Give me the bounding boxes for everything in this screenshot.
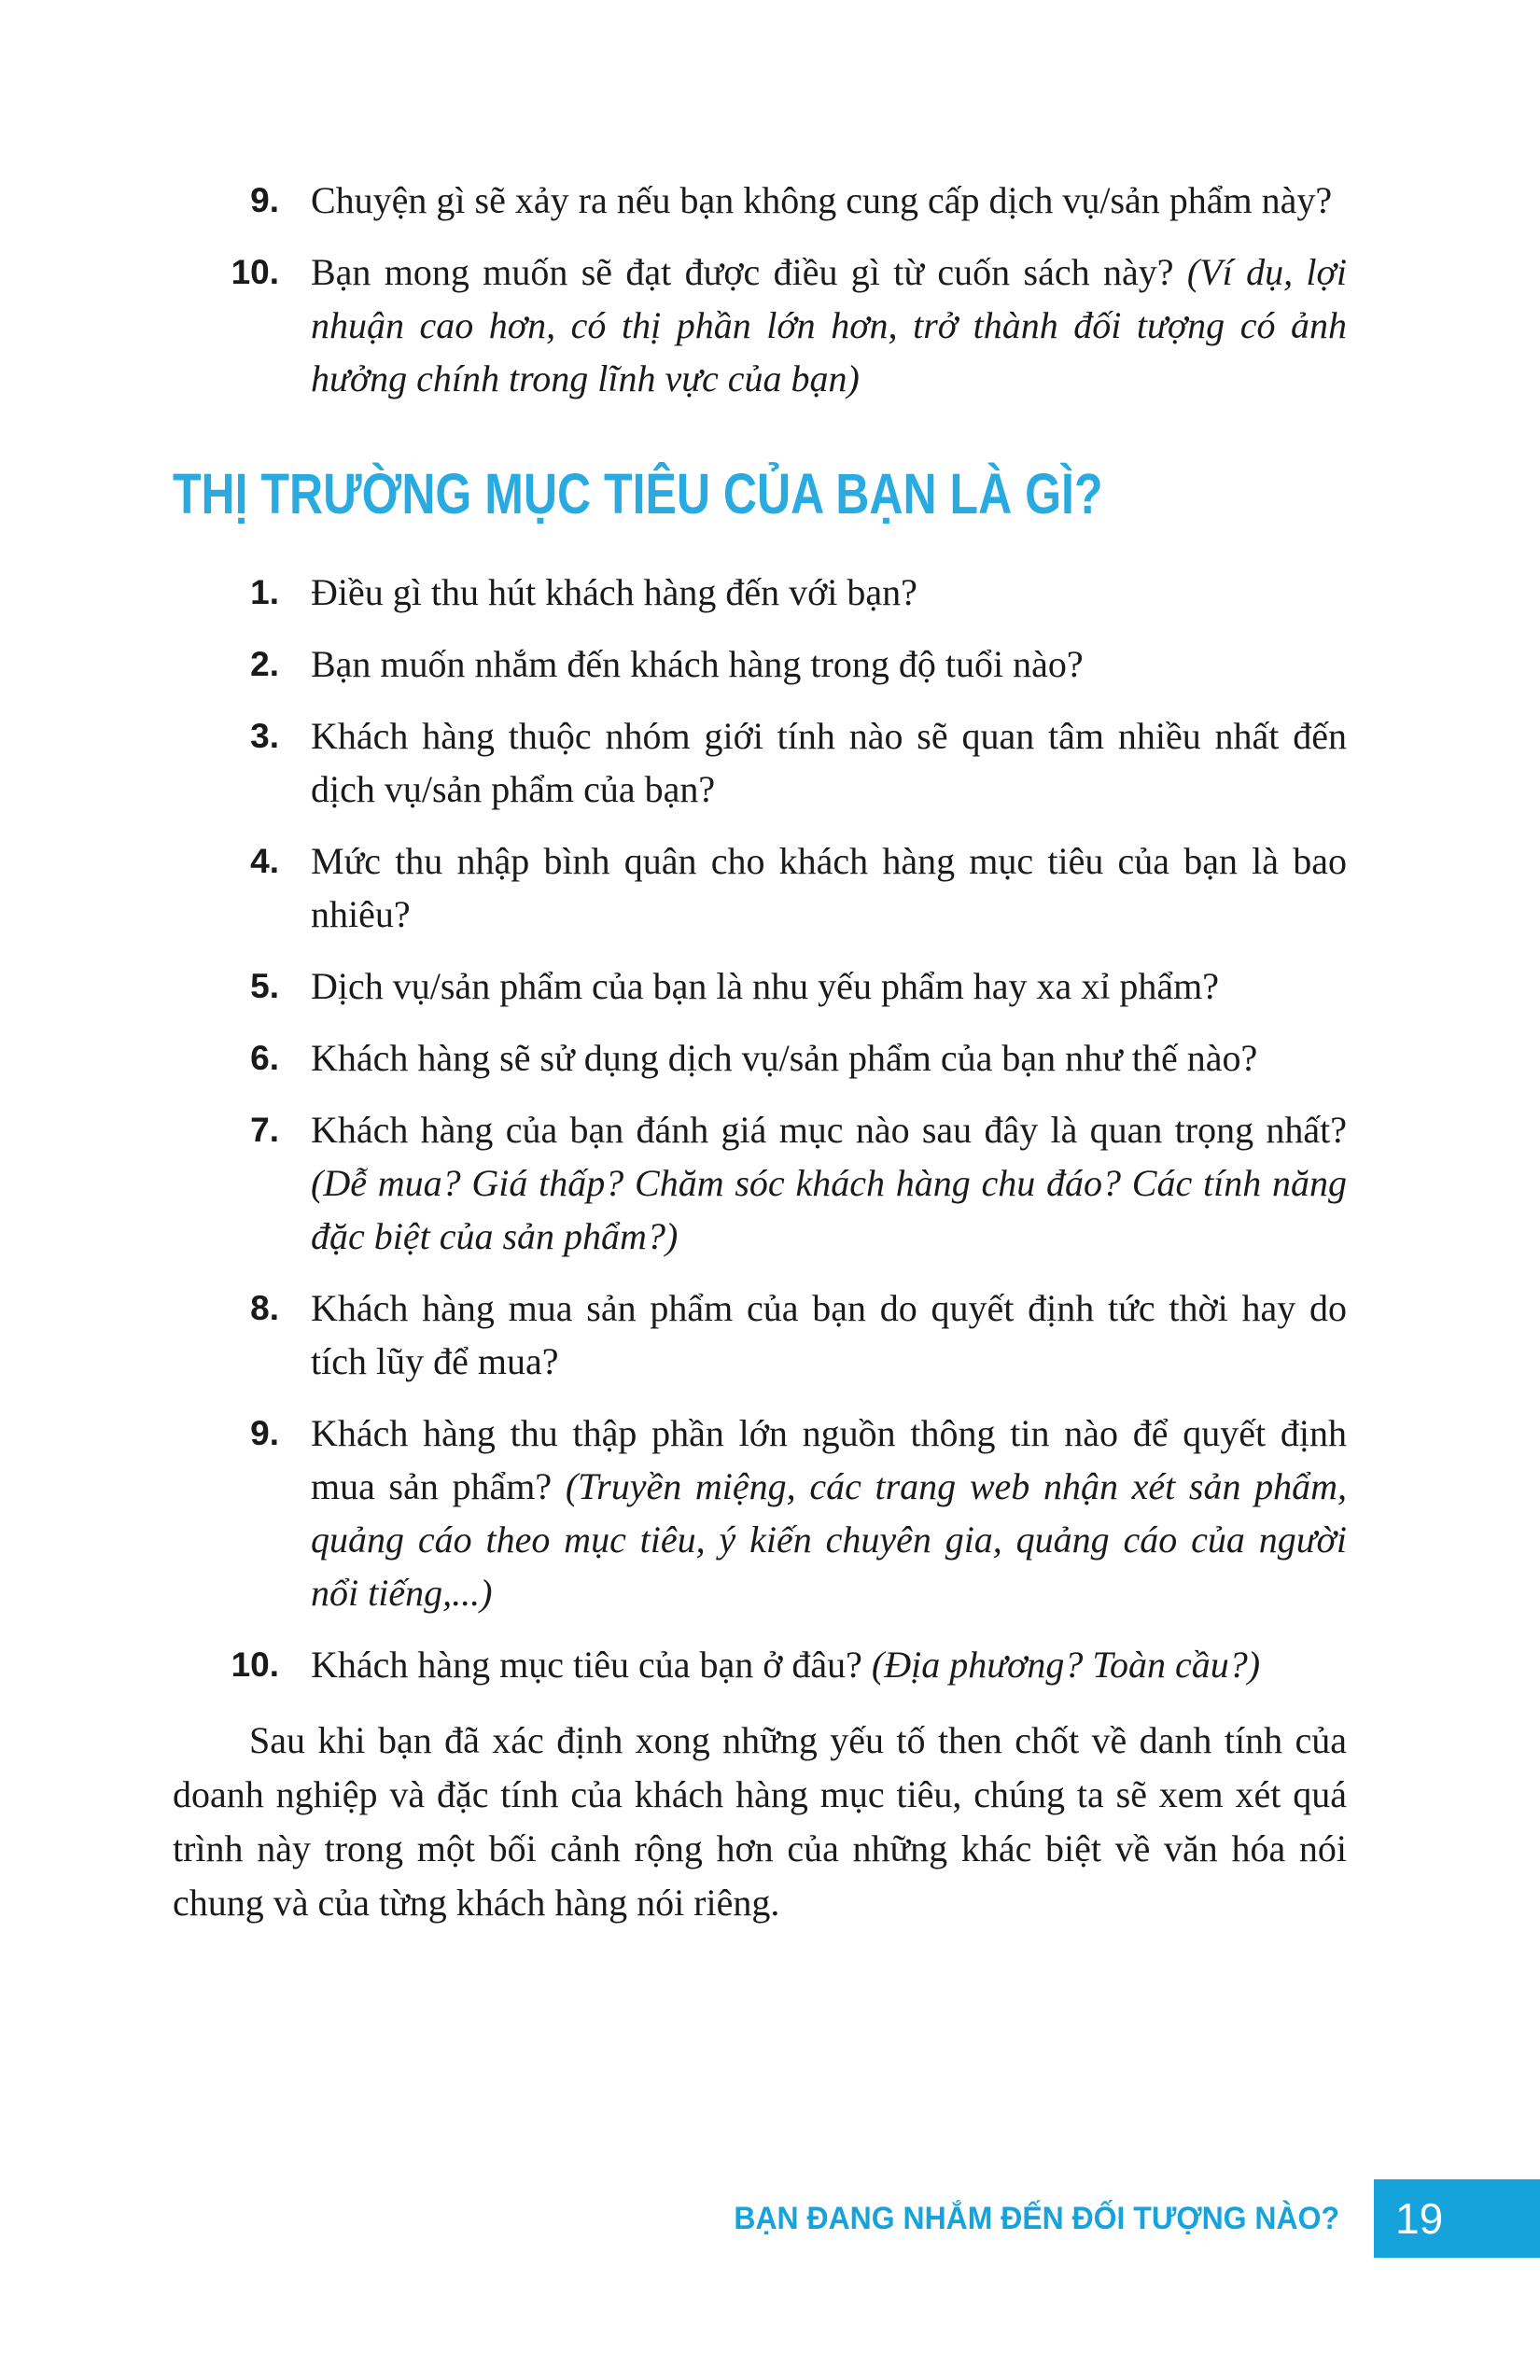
closing-paragraph: Sau khi bạn đã xác định xong những yếu tố then chốt về danh tính của doanh nghiệp và đặc tính của khách hàng mục tiêu, chúng ta sẽ xem xét quá trình này trong một bối cảnh rộng hơn của những khác biệt về văn hóa nói chung và của từng khách hàng nói riêng.: [173, 1719, 1347, 1924]
list-item-text: Mức thu nhập bình quân cho khách hàng mục tiêu của bạn là bao nhiêu?: [311, 840, 1347, 935]
list-item-number: 6.: [250, 1039, 279, 1077]
list-item-number: 3.: [250, 717, 279, 755]
page-number: 19: [1395, 2194, 1444, 2243]
list-item: [173, 637, 1347, 691]
page-number-box: [1374, 2179, 1540, 2258]
page-content: [173, 174, 1347, 1967]
list-item-number: 7.: [250, 1111, 279, 1149]
list-item-number: 1.: [250, 573, 279, 611]
list-item-text: Khách hàng của bạn đánh giá mục nào sau đây là quan trọng nhất? (Dễ mua? Giá thấp? Chăm sóc khách hàng chu đáo? Các tính năng đặc biệt của sản phẩm?): [311, 1109, 1347, 1257]
list-item: [173, 1638, 1347, 1691]
list-item-text: Khách hàng mục tiêu của bạn ở đâu? (Địa phương? Toàn cầu?): [311, 1644, 1261, 1686]
intro-question-list: [173, 174, 1347, 405]
list-item: [173, 834, 1347, 941]
list-item-number: 8.: [250, 1289, 279, 1327]
list-item: [173, 709, 1347, 816]
running-title: BẠN ĐANG NHẮM ĐẾN ĐỐI TƯỢNG NÀO?: [734, 2200, 1339, 2236]
list-item-text: Bạn muốn nhắm đến khách hàng trong độ tuổi nào?: [311, 643, 1084, 685]
list-item: [173, 245, 1347, 405]
list-item-number: 9.: [250, 181, 279, 219]
list-item: [173, 566, 1347, 619]
page-footer: [0, 2179, 1540, 2258]
list-item: [173, 959, 1347, 1013]
section-heading: THỊ TRƯỜNG MỤC TIÊU CỦA BẠN LÀ GÌ?: [173, 462, 1103, 525]
list-item-number: 10.: [231, 253, 279, 291]
list-item-text: Khách hàng mua sản phẩm của bạn do quyết định tức thời hay do tích lũy để mua?: [311, 1287, 1347, 1382]
list-item-number: 9.: [250, 1414, 279, 1452]
target-market-question-list: [173, 566, 1347, 1691]
list-item-text: Khách hàng thu thập phần lớn nguồn thông tin nào để quyết định mua sản phẩm? (Truyền miệng, các trang web nhận xét sản phẩm, quảng cáo theo mục tiêu, ý kiến chuyên gia, quảng cáo của người nổi tiếng,...): [311, 1412, 1348, 1614]
list-item-text: Bạn mong muốn sẽ đạt được điều gì từ cuốn sách này? (Ví dụ, lợi nhuận cao hơn, có thị phần lớn hơn, trở thành đối tượng có ảnh hưởng chính trong lĩnh vực của bạn): [311, 251, 1347, 399]
list-item: [173, 174, 1347, 227]
list-item-text: Dịch vụ/sản phẩm của bạn là nhu yếu phẩm hay xa xỉ phẩm?: [311, 965, 1220, 1007]
list-item-text: Điều gì thu hút khách hàng đến với bạn?: [311, 571, 917, 613]
list-item-text: Khách hàng sẽ sử dụng dịch vụ/sản phẩm của bạn như thế nào?: [311, 1037, 1258, 1079]
list-item-number: 4.: [250, 842, 279, 880]
list-item-text: Khách hàng thuộc nhóm giới tính nào sẽ quan tâm nhiều nhất đến dịch vụ/sản phẩm của bạn?: [311, 715, 1347, 810]
list-item: [173, 1031, 1347, 1085]
list-item-text: Chuyện gì sẽ xảy ra nếu bạn không cung cấp dịch vụ/sản phẩm này?: [311, 179, 1333, 221]
list-item: [173, 1407, 1347, 1619]
list-item-number: 10.: [231, 1645, 279, 1684]
list-item-number: 2.: [250, 645, 279, 683]
list-item-number: 5.: [250, 967, 279, 1005]
list-item: [173, 1103, 1347, 1263]
list-item: [173, 1281, 1347, 1388]
